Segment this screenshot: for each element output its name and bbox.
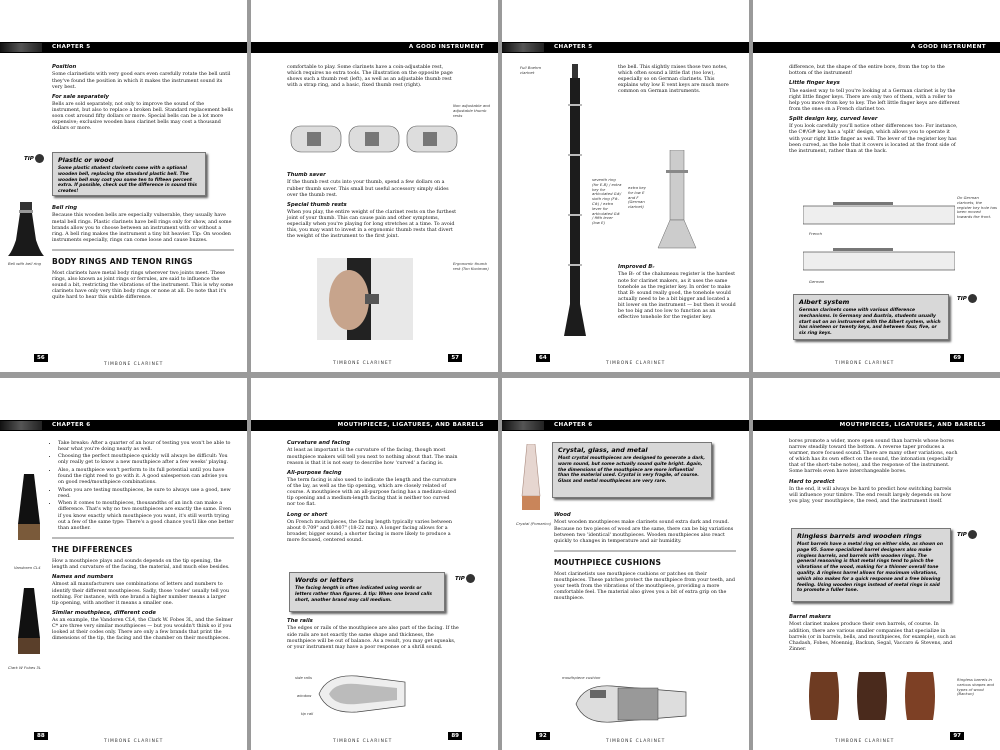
mouthpiece-cushion-illustration <box>572 678 690 730</box>
page-header <box>502 420 749 431</box>
tip-marker <box>957 530 977 539</box>
paragraph: Some clarinetists with very good ears even carefully rotate the bell until they've found the position in which it makes the instrument sound its very best. <box>52 71 231 90</box>
tip-box <box>289 572 445 612</box>
caption: Vandoren CL4 <box>14 565 41 570</box>
box-text: Some plastic student clarinets come with a optional wooden bell, replacing the standard plastic bell. The wooden bell may cost you some ten to fifteen percent extra. If possible, check out the difference in sound this creates! <box>58 166 197 195</box>
register-key-detail <box>652 150 706 254</box>
text-column <box>52 64 234 132</box>
thumb-rest-illustration <box>287 118 459 168</box>
chapter-title: MOUTHPIECES, LIGATURES, AND BARRELS <box>337 422 484 428</box>
caption: seventh ring (for E-B) / extra key for articulated G#/ sixth ring (F#-C#) / extra lever for articulated G# / fifth lever (low E) <box>592 177 622 226</box>
heading: Curvature and facing <box>287 440 351 446</box>
paragraph: the bell. This slightly raises those two notes, which often sound a little flat (too low), especially so on German clarinets. This explains why low E vent keys are much more common on German instruments. <box>618 64 729 95</box>
paragraph: How a mouthpiece plays and sounds depends on the tip opening, the length and curvature of the facing, the material, and much else besides. <box>52 557 230 570</box>
page-88 <box>0 378 247 750</box>
mouthpiece-image <box>14 474 44 544</box>
paragraph: On French mouthpieces, the facing length typically varies between about 0.709" and 0.807" (18-22 mm). A longer facing allows for a broader, bigger sound; a shorter facing is more likely to produce a more focused, centered sound. <box>287 518 453 544</box>
tip-marker <box>24 154 44 163</box>
heading: Hard to predict <box>789 478 835 485</box>
heading: Split design key, curved lever <box>789 115 878 122</box>
text-column <box>789 614 961 652</box>
text-column <box>287 618 459 650</box>
page-footer: TIMBONE CLARINET <box>333 739 393 744</box>
crystal-mouthpiece-image <box>518 444 544 516</box>
box-title: Words or letters <box>295 576 354 584</box>
tip-list <box>58 440 234 531</box>
list-item: • Take breaks: After a quarter of an hour of testing you won't be able to hear what you're doing nearly as well. <box>58 440 234 452</box>
section-title: BODY RINGS AND TENON RINGS <box>52 256 193 266</box>
chapter-label: CHAPTER 6 <box>554 422 593 428</box>
box-text: Most crystal mouthpieces are designed to generate a dark, warm sound, but some actually sound quite bright. Again, the dimensions of the mouthpiece are more influential than the material used. Crystal is very fragile, of course. Glass and metal mouthpieces are very rare. <box>558 456 705 485</box>
paragraph: Most clarinets have metal body rings wherever two joints meet. These rings, also known as joint rings or ferrules, are said to influence the sound a bit, restricting the vibrations of the instrument. This is why some clarinets have only very thin body rings or none at all. Do note that it's quite hard to hear this subtle difference. <box>52 269 234 301</box>
chapter-label: CHAPTER 6 <box>52 422 91 428</box>
header-ornament-icon <box>0 43 42 52</box>
text-column <box>554 512 736 601</box>
heading: Little finger keys <box>789 80 840 87</box>
heading: Improved B♭ <box>618 264 655 270</box>
paragraph: When you play, the entire weight of the clarinet rests on the furthest joint of your thumb. This can cause pain and other symptoms, especially when you're playing for long stretches at a time. To avoid this, you may want to invest in a ergonomic thumb rests that divert the weight of the instrument to the first joint. <box>287 209 457 240</box>
section-rule <box>52 249 234 251</box>
page-header <box>0 420 247 431</box>
list-item: • When it comes to mouthpieces, thousandths of an inch can make a difference. That's why no two mouthpieces are exactly the same. Even if you know exactly which mouthpiece you want, it's still worth trying out a few of the same type: There's a good chance you'll like one better than another. <box>58 500 234 530</box>
page-header <box>0 42 247 53</box>
figure-label: tip rail <box>301 711 314 716</box>
paragraph: bores promote a wider, more open sound than barrels whose bores narrow steadily toward the bottom. A reverse taper produces a warmer, more focused sound. There are many other variations, each of which has its own effect on the sound, the intonation (especially that of the short-tube notes), and the response of the instrument. Some barrels even have interchangeable bores. <box>789 438 958 475</box>
page-header <box>251 420 498 431</box>
page-number: 56 <box>34 354 48 362</box>
tip-marker <box>957 294 977 303</box>
paragraph: Because this wooden bells are especially vulnerable, they usually have metal bell rings. Plastic clarinets have bell rings only for show, and some brands allow you to choose between an instrument with or without a ring. A bell ring makes the instrument a tiny bit heavier. Tip: On wooden instruments especially, rings can come loose and cause buzzes. <box>52 212 232 243</box>
heading: Thumb saver <box>287 172 326 178</box>
section-title: MOUTHPIECE CUSHIONS <box>554 557 662 567</box>
list-item: • Also, a mouthpiece won't perform to its full potential until you have found the right reed to go with it. A good salesperson can advise you on good reed/mouthpiece combinations. <box>58 467 234 485</box>
page-footer: TIMBONE CLARINET <box>606 361 666 366</box>
header-ornament-icon <box>502 43 544 52</box>
text-column <box>287 172 459 240</box>
tip-label: TIP <box>24 156 34 162</box>
page-89 <box>251 378 498 750</box>
chapter-title: MOUTHPIECES, LIGATURES, AND BARRELS <box>839 422 986 428</box>
paragraph: Almost all manufacturers use combinations of letters and numbers to identify their different mouthpieces. Sadly, those 'codes' usually tell you nothing. For instance, with one brand a higher number means a larger tip opening, with another it means a smaller one. <box>52 581 230 606</box>
tip-icon <box>466 574 475 583</box>
heading: The rails <box>287 618 313 624</box>
page-number: 64 <box>536 354 550 362</box>
paragraph: If you look carefully you'll notice other differences too: For instance, the C#/G# key has a 'split' design, which allows you to operate it with your right little finger as well. The lever of the register key has been curved, as the hole that it covers is located at the front side of the instrument, rather than at the back. <box>789 123 958 154</box>
text-column <box>287 64 459 88</box>
chapter-title: A GOOD INSTRUMENT <box>408 44 484 50</box>
figure-label: window <box>297 693 312 698</box>
tip-box <box>552 442 712 498</box>
page-number: 89 <box>448 732 462 740</box>
heading: Wood <box>554 512 571 518</box>
figure-label: mouthpiece cushion <box>562 675 601 680</box>
thumb-rest-photo <box>317 258 413 340</box>
text-column <box>618 64 736 94</box>
text-column <box>789 438 961 504</box>
heading: Similar mouthpiece, different code <box>52 609 156 616</box>
heading: For sale separately <box>52 93 109 100</box>
caption: Clark W Fobes 3L <box>8 665 41 670</box>
tip-icon <box>35 154 44 163</box>
paragraph: In the end, it will always be hard to predict how switching barrels will influence your timbre. The end result largely depends on how you play, your mouthpiece, the reed, and the instrument itself. <box>789 485 952 505</box>
heading: Long or short <box>287 511 328 518</box>
figure-label: German <box>809 279 825 284</box>
page-header <box>502 42 749 53</box>
text-column <box>287 440 459 543</box>
tip-label: TIP <box>957 532 967 538</box>
list-item: • When you are testing mouthpieces, be sure to always use a good, new reed. <box>58 487 234 499</box>
page-header <box>251 42 498 53</box>
tip-icon <box>968 294 977 303</box>
paragraph: Most clarinetists use mouthpiece cushions or patches on their mouthpieces. These patches protect the mouthpiece from your teeth, and your teeth from the vibrations of the mouthpiece, providing a more comfortable feel. The material also gives you a bit of extra grip on the mouthpiece. <box>554 570 735 602</box>
box-text: Most barrels have a metal ring on either side, as shown on page 95. Some specialized barrel designers also make ringless barrels, and barrels with wooden rings. The general reasoning is that metal rings tend to pinch the vibrations of the wood, making for a thinner overall tone quality. A ringless barrel allows for maximum vibrations, which also makes for a quick response and a free blowing feeling. Using wooden rings instead of metal rings is said to promote a fuller tone. <box>797 542 943 594</box>
clarinet-illustration <box>562 64 588 344</box>
paragraph: difference, but the shape of the entire bore, from the top to the bottom of the instrument! <box>789 64 945 77</box>
page-57 <box>251 0 498 372</box>
paragraph: comfortable to play. Some clarinets have a coin-adjustable rest, which requires no extra tools. The illustration on the opposite page shows such a thumb rest (left), as well as an adjustable thumb rest with a strap ring, and a basic, fixed thumb rest (right). <box>287 64 453 89</box>
header-ornament-icon <box>502 421 544 430</box>
caption: On German clarinets, the register key hole has been moved towards the front. <box>957 195 997 220</box>
page-footer: TIMBONE CLARINET <box>104 362 164 367</box>
heading: Bell ring <box>52 205 78 211</box>
tip-label: TIP <box>957 296 967 302</box>
heading: Names and numbers <box>52 574 114 580</box>
tip-box <box>52 152 206 196</box>
section-rule <box>554 550 736 552</box>
box-text: German clarinets come with various difference mechanisms. In Germany and Austria, students usually start out on an instrument with the Albert system, which has nineteen or twenty keys, and between four, five, or six ring keys. <box>799 308 941 337</box>
chapter-label: CHAPTER 5 <box>554 44 593 50</box>
box-title: Crystal, glass, and metal <box>558 446 648 454</box>
page-69 <box>753 0 1000 372</box>
page-footer: TIMBONE CLARINET <box>835 361 895 366</box>
caption: Non adjustable and adjustable thumb rests <box>453 103 490 118</box>
text-column <box>789 64 961 154</box>
heading: All-purpose facing <box>287 469 342 476</box>
header-ornament-icon <box>0 421 42 430</box>
caption: Crystal (Pomarico) <box>516 521 552 526</box>
barrels-image <box>803 668 943 724</box>
section-title: THE DIFFERENCES <box>52 544 133 554</box>
figure-label: French <box>809 231 822 236</box>
page-97 <box>753 378 1000 750</box>
tip-box <box>791 528 951 602</box>
tip-icon <box>968 530 977 539</box>
text-column <box>52 205 234 300</box>
page-92 <box>502 378 749 750</box>
page-56 <box>0 0 247 372</box>
caption: Ergonomic thumb rest (Ton Kooiman) <box>453 261 489 271</box>
page-number: 57 <box>448 354 462 362</box>
tip-label: TIP <box>455 576 465 582</box>
figure-label: side rails <box>295 675 312 680</box>
page-header <box>753 420 1000 431</box>
heading: Special thumb rests <box>287 201 347 208</box>
chapter-title: A GOOD INSTRUMENT <box>910 44 986 50</box>
caption: Ringless barrels in various shapes and types of wood (Backun) <box>957 677 994 697</box>
page-header <box>753 42 1000 53</box>
page-number: 92 <box>536 732 550 740</box>
page-footer: TIMBONE CLARINET <box>606 739 666 744</box>
text-column <box>52 438 234 642</box>
paragraph: As an example, the Vandoren CL4, the Clark W. Fobes 3L, and the Selmer C* are three very similar mouthpieces — but you wouldn't think so if you looked at their codes only. There are only a few brands that print the dimensions of the tip, the facing and the chamber on their mouthpieces. <box>52 617 233 642</box>
french-german-comparison <box>803 194 955 284</box>
box-title: Ringless barrels and wooden rings <box>797 532 922 540</box>
paragraph: Bells are sold separately, not only to improve the sound of the instrument, but also to replace a broken bell. Standard replacement bells soon cost around fifty dollars or more. Special bells can be a lot more expensive; exclusive wooden bass clarinet bells may cost a thousand dollars or more. <box>52 101 233 132</box>
page-footer: TIMBONE CLARINET <box>835 739 895 744</box>
box-title: Plastic or wood <box>58 156 114 164</box>
box-title: Albert system <box>799 298 850 306</box>
caption: extra key for low E and F (German clarinet) <box>628 185 646 210</box>
page-number: 97 <box>950 732 964 740</box>
tip-marker <box>455 574 475 583</box>
page-footer: TIMBONE CLARINET <box>333 361 393 366</box>
bell-image <box>6 200 46 260</box>
paragraph: The edges or rails of the mouthpiece are also part of the facing. If the side rails are not exactly the same shape and thickness, the mouthpiece will be out of balance. As a result, you may get squeaks, or your instrument may have a poor response or a shrill sound. <box>287 625 459 650</box>
heading: Barrel makers <box>789 614 831 620</box>
paragraph: At least as important is the curvature of the facing, though most mouthpiece makers will tell you next to nothing about that. The main reason is that it is not easy to describe how 'curved' a facing is. <box>287 447 458 466</box>
paragraph: Most clarinet makes produce their own barrels, of course. In addition, there are various smaller companies that specialize in barrels (or in barrels, bells, and mouthpieces, for example), such as Chadash, Fobes, Moennig, Backun, Segal, Vaccaro & Stevens, and Zinner. <box>789 621 956 652</box>
mouthpiece-image <box>14 588 44 658</box>
paragraph: Most wooden mouthpieces make clarinets sound extra dark and round. Because no two pieces of wood are the same, there can be big variations between two 'identical' mouthpieces. Wooden mouthpieces also react quickly to changes in temperature and air humidity. <box>554 519 734 544</box>
section-rule <box>52 537 234 539</box>
paragraph: If the thumb rest cuts into your thumb, spend a few dollars on a rubber thumb saver. This small but useful accessory simply slides over the thumb rest. <box>287 179 449 198</box>
box-text: The facing length is often indicated using words or letters rather than figures. A tip: When one brand calls short, another brand may call medium. <box>295 586 432 603</box>
list-item: • Choosing the perfect mouthpiece quickly will always be difficult: You only really get to know a new mouthpiece after a few weeks' playing. <box>58 453 234 465</box>
paragraph: The easiest way to tell you're looking at a German clarinet is by the right little finger keys. There are only two of them, with a roller to help you move from key to key. The left little finger keys are different from the ones on a French clarinet too. <box>789 87 960 112</box>
paragraph: The term facing is also used to indicate the length and the curvature of the lay, as well as the tip opening, which are closely related of course. A mouthpiece with an all-purpose facing has a medium-sized tip opening and a medium-length facing that is neither too curved nor too flat. <box>287 477 457 508</box>
heading: Position <box>52 64 77 70</box>
caption: Bell with bell ring <box>8 261 42 266</box>
page-number: 69 <box>950 354 964 362</box>
page-footer: TIMBONE CLARINET <box>104 739 164 744</box>
chapter-label: CHAPTER 5 <box>52 44 91 50</box>
caption: Full Boehm clarinet <box>520 65 542 75</box>
paragraph: The B♭ of the chalumeau register is the hardest note for clarinet makers, as it uses the same tonehole as the register key. In order to make that B♭ sound really good, the tonehole would actually need to be a bit bigger and located a bit lower on the instrument — but then it would be too big and too low to function as an effective tonehole for the register key. <box>618 271 736 321</box>
page-number: 88 <box>34 732 48 740</box>
mouthpiece-facing-diagram <box>317 668 407 720</box>
page-64 <box>502 0 749 372</box>
text-column <box>618 264 736 320</box>
tip-box <box>793 294 949 340</box>
